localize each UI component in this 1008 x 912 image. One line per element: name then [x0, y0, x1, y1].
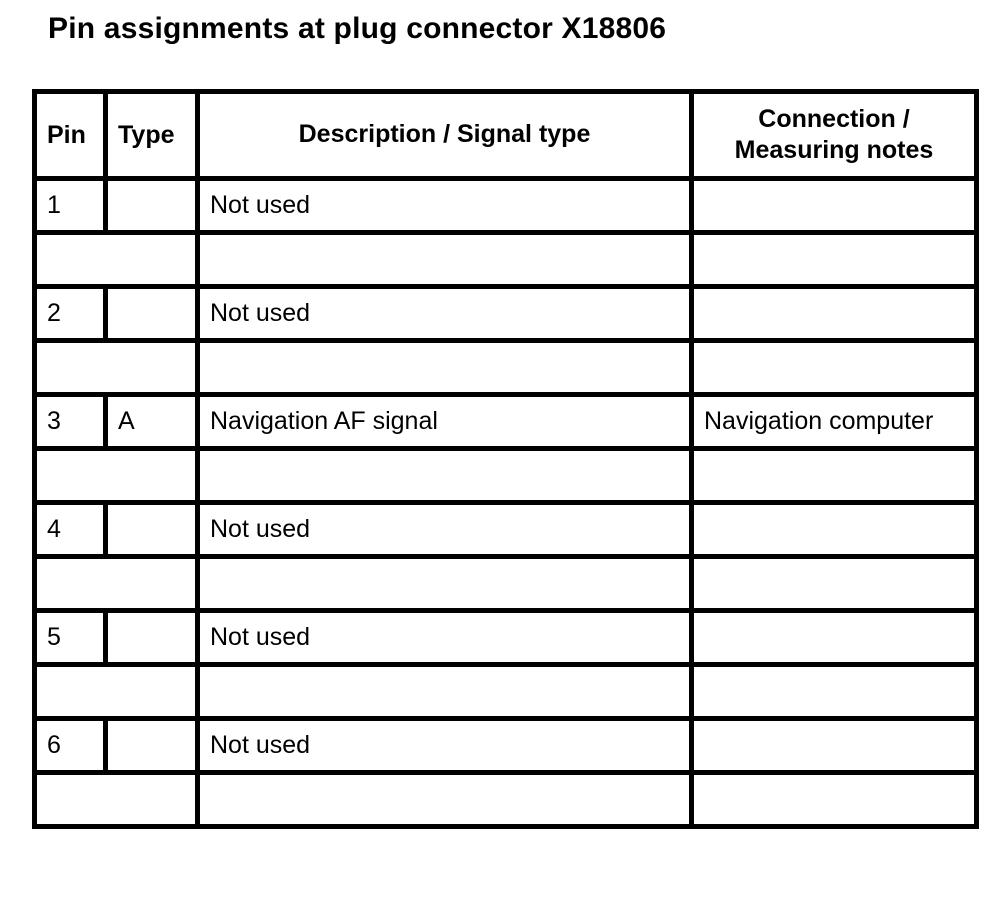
table-row	[35, 611, 977, 665]
description-cell: Not used	[198, 719, 692, 773]
table-header-row	[35, 92, 977, 179]
type-cell	[106, 179, 198, 233]
header-type: Type	[106, 92, 198, 179]
spacer-cell	[692, 773, 977, 827]
connection-cell	[692, 503, 977, 557]
spacer-cell	[198, 449, 692, 503]
spacer-cell	[35, 557, 198, 611]
pin-cell: 5	[35, 611, 106, 665]
type-cell	[106, 611, 198, 665]
pin-cell: 2	[35, 287, 106, 341]
table-row	[35, 287, 977, 341]
spacer-row	[35, 341, 977, 395]
pin-assignment-table	[32, 89, 979, 829]
spacer-cell	[692, 557, 977, 611]
spacer-cell	[198, 233, 692, 287]
header-connection: Connection / Measuring notes	[692, 92, 977, 179]
description-cell: Not used	[198, 503, 692, 557]
spacer-cell	[692, 233, 977, 287]
description-cell: Not used	[198, 287, 692, 341]
table-row	[35, 395, 977, 449]
spacer-cell	[35, 449, 198, 503]
spacer-cell	[35, 341, 198, 395]
spacer-cell	[692, 449, 977, 503]
type-cell: A	[106, 395, 198, 449]
header-description: Description / Signal type	[198, 92, 692, 179]
spacer-cell	[35, 773, 198, 827]
page-title: Pin assignments at plug connector X18806	[48, 12, 667, 45]
table-row	[35, 719, 977, 773]
connection-cell	[692, 719, 977, 773]
pin-cell: 3	[35, 395, 106, 449]
table-row	[35, 503, 977, 557]
type-cell	[106, 503, 198, 557]
spacer-cell	[35, 665, 198, 719]
type-cell	[106, 719, 198, 773]
pin-cell: 1	[35, 179, 106, 233]
spacer-cell	[198, 773, 692, 827]
connection-cell	[692, 611, 977, 665]
pin-cell: 6	[35, 719, 106, 773]
spacer-cell	[198, 665, 692, 719]
spacer-cell	[35, 233, 198, 287]
connection-cell: Navigation computer	[692, 395, 977, 449]
spacer-row	[35, 773, 977, 827]
spacer-row	[35, 665, 977, 719]
spacer-row	[35, 233, 977, 287]
pin-cell: 4	[35, 503, 106, 557]
spacer-cell	[198, 341, 692, 395]
description-cell: Navigation AF signal	[198, 395, 692, 449]
description-cell: Not used	[198, 179, 692, 233]
spacer-row	[35, 449, 977, 503]
header-pin: Pin	[35, 92, 106, 179]
spacer-row	[35, 557, 977, 611]
spacer-cell	[198, 557, 692, 611]
type-cell	[106, 287, 198, 341]
spacer-cell	[692, 665, 977, 719]
connection-cell	[692, 179, 977, 233]
connection-cell	[692, 287, 977, 341]
table-row	[35, 179, 977, 233]
description-cell: Not used	[198, 611, 692, 665]
spacer-cell	[692, 341, 977, 395]
